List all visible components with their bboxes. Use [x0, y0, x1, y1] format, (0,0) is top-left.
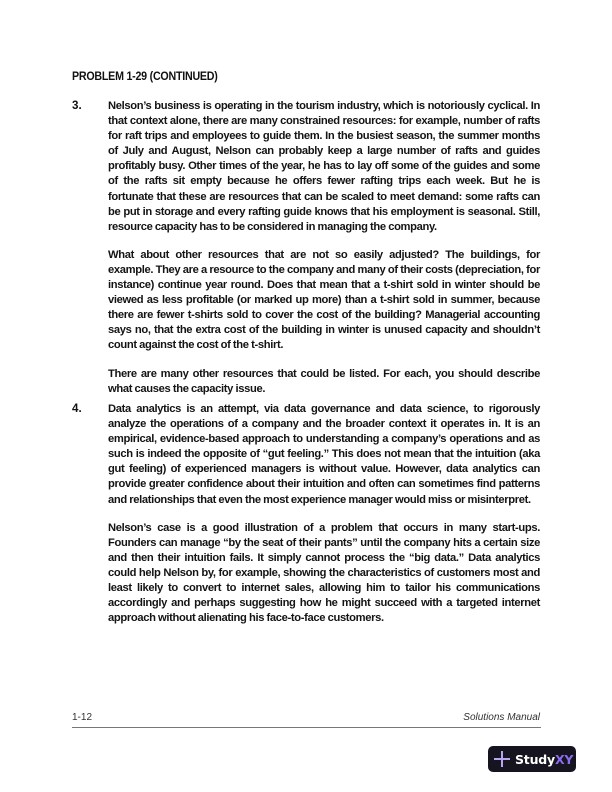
paragraph: Nelson’s business is operating in the tourism industry, which is notoriously cyclical. In that context alone, there are many constrained resources: for example, number of rafts for raft trips and employees to guide them. In the busiest season, the summer months of July and August, Nelson can probably keep a large number of rafts and guides profitably busy. Other times of the year, he has to lay off some of the guides and some of the rafts sit empty because he offers fewer rafting trips each week. But he is fortunate that these are resources that can be scaled to meet demand: some rafts can be put in storage and every rafting guide knows that his employment is seasonal. Still, resource capacity has to be considered in managing the company.: [108, 100, 540, 233]
badge-label-main: Study: [515, 751, 555, 767]
problem-heading: PROBLEM 1-29 (CONTINUED): [72, 70, 218, 83]
badge-label-accent: XY: [554, 751, 574, 767]
item-body: [108, 99, 540, 410]
badge-label: [515, 752, 573, 767]
paragraph: There are many other resources that could be listed. For each, you should describe what causes the capacity issue.: [108, 367, 540, 395]
paragraph: Nelson’s case is a good illustration of a problem that occurs in many start-ups. Founders can manage “by the seat of their pants” until the company hits a certain size and then their intuition fails. It simply cannot process the “big data.” Data analytics could help Nelson by, for example, showing the characteristics of customers most and least likely to convert to internet sales, allowing him to tailor his communications accordingly and perhaps suggesting how he might succeed with a targeted internet approach without alienating his face-to-face customers.: [108, 521, 540, 625]
footer-title: Solutions Manual: [463, 712, 540, 723]
item-number: 4.: [72, 402, 82, 415]
footer-divider: [72, 727, 541, 728]
footer-page-number: 1-12: [72, 712, 93, 723]
item-body: [108, 402, 540, 639]
item-number: 3.: [72, 99, 82, 112]
paragraph: Data analytics is an attempt, via data governance and data science, to rigorously analyze the operations of a company and the broader context it operates in. It is an empirical, evidence-based approach to understanding a company’s operations and as such is indeed the opposite of “gut feeling.” This does not mean that the intuition (aka gut feeling) of experienced managers is without value. However, data analytics can provide greater confidence about their intuition and often can sometimes find patterns and relationships that even the most experience manager would miss or misinterpret.: [108, 403, 540, 506]
paragraph: What about other resources that are not so easily adjusted? The buildings, for example. They are a resource to the company and many of their costs (depreciation, for instance) continue year round. Does that mean that a t-shirt sold in winter should be viewed as less profitable (or marked up more) than a t-shirt sold in summer, because there are fewer t-shirts sold to cover the cost of the building? Managerial accounting says no, that the extra cost of the building in winter is unused capacity and shouldn’t count against the cost of the t-shirt.: [108, 248, 540, 352]
plus-icon: [494, 751, 510, 767]
studyxy-badge[interactable]: [488, 746, 576, 772]
